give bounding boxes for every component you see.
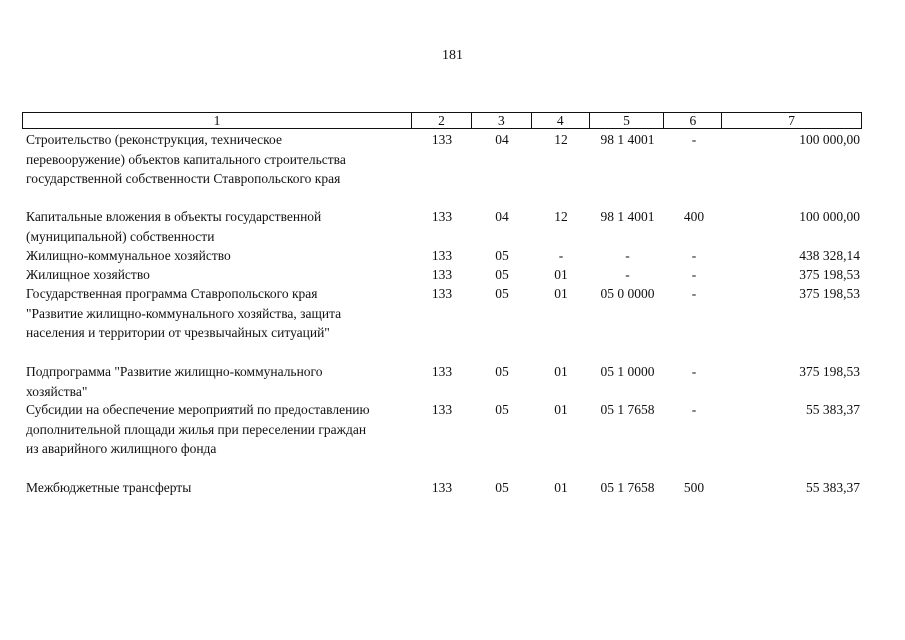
cell-target-item: 98 1 4001 [600, 132, 655, 147]
row-name-line: дополнительной площади жилья при переселении граждан [26, 421, 367, 437]
cell-expense-type: - [691, 402, 697, 417]
row-name-line: населения и территории от чрезвычайных ситуаций" [26, 325, 330, 340]
row-name-line: Капитальные вложения в объекты государственной [26, 209, 322, 224]
header-col-2: 2 [412, 113, 472, 128]
cell-target-item: - [625, 248, 630, 263]
row-name-line: Государственная программа Ставропольского края [26, 286, 318, 301]
row-name-line: "Развитие жилищно-коммунального хозяйства, защита [26, 305, 342, 321]
cell-admin-code: 133 [431, 209, 453, 224]
header-col-6: 6 [664, 113, 722, 128]
cell-section: 05 [495, 286, 509, 301]
row-name-line: перевооружение) объектов капитального строительства [26, 151, 346, 167]
table-row [22, 246, 862, 266]
cell-expense-type: - [691, 248, 697, 263]
cell-expense-type: 400 [683, 209, 705, 224]
cell-expense-type: - [691, 267, 697, 282]
header-col-4: 4 [532, 113, 590, 128]
row-name [22, 284, 412, 343]
cell-expense-type: - [691, 132, 697, 147]
cell-admin-code: 133 [431, 480, 453, 495]
cell-admin-code: 133 [431, 132, 453, 147]
cell-section: 04 [495, 209, 509, 224]
row-name-line: хозяйства" [26, 383, 88, 399]
cell-subsection: 01 [554, 364, 568, 379]
cell-section: 05 [495, 248, 509, 263]
header-col-1: 1 [23, 113, 412, 128]
row-name-line: (муниципальной) собственности [26, 228, 215, 244]
cell-target-item: 98 1 4001 [600, 209, 655, 224]
row-name [22, 478, 412, 498]
table-row [22, 284, 862, 343]
table-row [22, 265, 862, 285]
cell-target-item: 05 1 0000 [600, 364, 655, 379]
header-col-5: 5 [590, 113, 665, 128]
cell-amount: 55 383,37 [806, 480, 860, 495]
table-row [22, 478, 862, 498]
cell-section: 05 [495, 364, 509, 379]
cell-admin-code: 133 [431, 267, 453, 282]
cell-section: 05 [495, 480, 509, 495]
cell-subsection: 01 [554, 286, 568, 301]
cell-amount: 100 000,00 [799, 209, 860, 224]
table-row [22, 130, 862, 189]
cell-admin-code: 133 [431, 286, 453, 301]
cell-subsection: 01 [554, 402, 568, 417]
row-name-line: Жилищно-коммунальное хозяйство [26, 248, 231, 263]
row-name [22, 362, 412, 401]
row-name-line: государственной собственности Ставропольского края [26, 171, 341, 186]
cell-subsection: 12 [554, 209, 568, 224]
table-header-row [22, 112, 862, 129]
cell-expense-type: - [691, 286, 697, 301]
cell-target-item: 05 1 7658 [600, 480, 655, 495]
cell-admin-code: 133 [431, 248, 453, 263]
cell-target-item: 05 1 7658 [600, 402, 655, 417]
cell-expense-type: 500 [683, 480, 705, 495]
row-name [22, 130, 412, 189]
table-row [22, 400, 862, 459]
page-number: 181 [442, 48, 463, 63]
table-row [22, 362, 862, 401]
row-name-line: Жилищное хозяйство [26, 267, 150, 282]
cell-amount: 438 328,14 [799, 248, 860, 263]
cell-expense-type: - [691, 364, 697, 379]
cell-subsection: 12 [554, 132, 568, 147]
row-name-line: Подпрограмма "Развитие жилищно-коммунального [26, 364, 323, 379]
row-name [22, 265, 412, 285]
row-name-line: Межбюджетные трансферты [26, 480, 192, 495]
row-name-line: из аварийного жилищного фонда [26, 441, 217, 456]
row-name [22, 246, 412, 266]
row-name [22, 207, 412, 246]
cell-amount: 375 198,53 [799, 364, 860, 379]
row-name-line: Строительство (реконструкция, техническое [26, 132, 282, 147]
cell-section: 04 [495, 132, 509, 147]
cell-target-item: - [625, 267, 630, 282]
cell-amount: 55 383,37 [806, 402, 860, 417]
row-name [22, 400, 412, 459]
cell-subsection: - [558, 248, 564, 263]
cell-amount: 375 198,53 [799, 286, 860, 301]
cell-target-item: 05 0 0000 [600, 286, 655, 301]
cell-admin-code: 133 [431, 402, 453, 417]
table-row [22, 207, 862, 246]
row-name-line: Субсидии на обеспечение мероприятий по предоставлению [26, 402, 370, 417]
cell-section: 05 [495, 267, 509, 282]
header-col-3: 3 [472, 113, 532, 128]
cell-admin-code: 133 [431, 364, 453, 379]
cell-section: 05 [495, 402, 509, 417]
cell-subsection: 01 [554, 480, 568, 495]
cell-amount: 375 198,53 [799, 267, 860, 282]
cell-amount: 100 000,00 [799, 132, 860, 147]
header-col-7: 7 [788, 113, 796, 128]
cell-subsection: 01 [554, 267, 568, 282]
